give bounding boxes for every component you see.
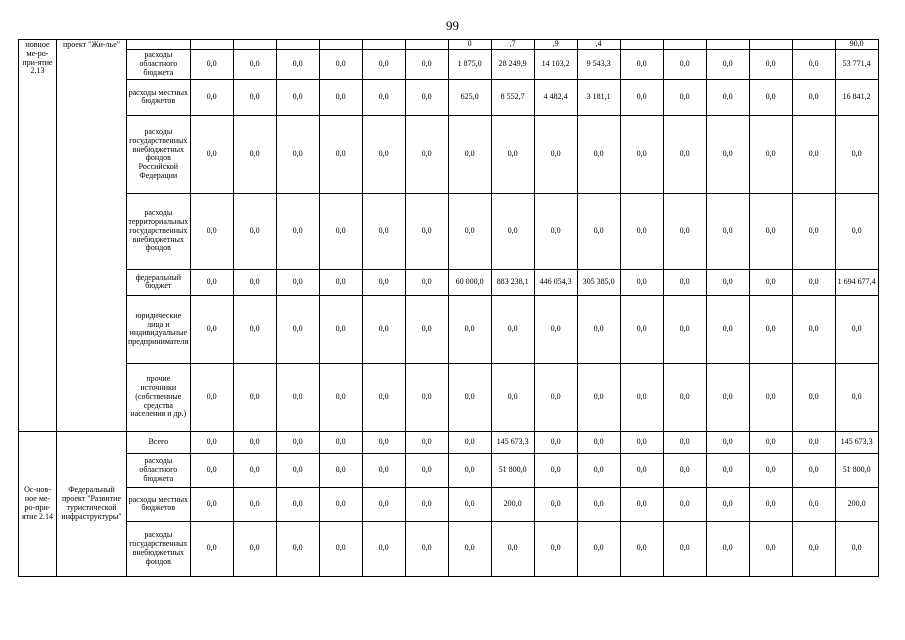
funding-source: юридические лица и индивидуальные предприниматели [127, 295, 191, 363]
table-cell: 0,0 [534, 193, 577, 269]
table-cell: 0,0 [749, 487, 792, 521]
table-cell: 0,0 [620, 79, 663, 115]
table-cell: 0,0 [663, 115, 706, 193]
table-cell: 0,0 [792, 521, 835, 576]
table-cell [319, 40, 362, 50]
table-cell: 0,0 [276, 295, 319, 363]
table-cell: 883 238,1 [491, 269, 534, 295]
table-cell: 0,0 [405, 79, 448, 115]
page-number: 99 [446, 18, 459, 33]
table-cell: 0,0 [663, 193, 706, 269]
table-cell: 0,0 [448, 193, 491, 269]
table-cell: 0,0 [362, 363, 405, 431]
table-cell: 0,0 [276, 521, 319, 576]
table-cell: 0,0 [577, 487, 620, 521]
table-cell: 0,0 [190, 521, 233, 576]
table-cell: 0,0 [491, 295, 534, 363]
table-cell: 0,0 [362, 453, 405, 487]
table-cell: 0,0 [276, 115, 319, 193]
table-row [19, 521, 879, 576]
table-cell: 0,0 [190, 79, 233, 115]
table-cell: 0,0 [448, 431, 491, 453]
table-cell: ,9 [534, 40, 577, 50]
table-cell: 16 841,2 [835, 79, 878, 115]
table-cell: 0,0 [792, 193, 835, 269]
table-cell: 0,0 [405, 363, 448, 431]
table-cell: 0,0 [233, 431, 276, 453]
table-cell: 0,0 [620, 193, 663, 269]
table-cell [663, 40, 706, 50]
table-cell [127, 40, 191, 50]
table-cell: 0,0 [190, 49, 233, 79]
table-cell: 14 103,2 [534, 49, 577, 79]
table-cell: 0,0 [319, 79, 362, 115]
table-row [19, 49, 879, 79]
table-cell: 0,0 [749, 521, 792, 576]
table-cell: 0,0 [663, 521, 706, 576]
table-cell: 0,0 [190, 363, 233, 431]
table-cell [706, 40, 749, 50]
table-cell: 0,0 [491, 115, 534, 193]
table-cell: 3 181,1 [577, 79, 620, 115]
table-cell: 1 694 677,4 [835, 269, 878, 295]
table-cell: 0,0 [835, 521, 878, 576]
table-cell: 8 552,7 [491, 79, 534, 115]
table-cell: 0,0 [448, 521, 491, 576]
table-cell: 0,0 [620, 363, 663, 431]
table-cell: 0,0 [233, 49, 276, 79]
funding-source: расходы областного бюджета [127, 49, 191, 79]
table-cell: 0,0 [792, 453, 835, 487]
table-cell: 0,0 [405, 193, 448, 269]
table-cell: 0,0 [749, 193, 792, 269]
table-cell [190, 40, 233, 50]
table-cell: 0,0 [792, 49, 835, 79]
table-cell: 0,0 [233, 363, 276, 431]
table-cell: 0,0 [362, 431, 405, 453]
table-cell: 0,0 [749, 363, 792, 431]
table-cell: 0,0 [620, 487, 663, 521]
table-cell: 0,0 [233, 453, 276, 487]
table-cell: 0,0 [319, 487, 362, 521]
table-cell: 0,0 [362, 269, 405, 295]
table-cell: 0,0 [792, 295, 835, 363]
table-cell: 0,0 [405, 49, 448, 79]
table-cell: 0,0 [706, 49, 749, 79]
table-cell: 145 673,3 [491, 431, 534, 453]
funding-source: расходы местных бюджетов [127, 79, 191, 115]
table-cell: 0,0 [276, 79, 319, 115]
table-cell: 0,0 [276, 193, 319, 269]
table-cell: 0,0 [319, 193, 362, 269]
table-cell [233, 40, 276, 50]
table-cell: 0,0 [663, 363, 706, 431]
table-cell: 0,0 [534, 521, 577, 576]
table-cell: 0,0 [749, 79, 792, 115]
table-cell: 0,0 [706, 193, 749, 269]
table-cell: 0,0 [319, 115, 362, 193]
table-cell: 0,0 [276, 49, 319, 79]
table-row [19, 193, 879, 269]
table-cell: 0,0 [706, 295, 749, 363]
table-cell: 0,0 [620, 269, 663, 295]
table-cell: 0,0 [190, 453, 233, 487]
table-cell: 0,0 [405, 487, 448, 521]
table-cell: 0,0 [190, 269, 233, 295]
table-cell: 0,0 [276, 431, 319, 453]
table-cell: 0,0 [448, 487, 491, 521]
table-cell: 0,0 [276, 269, 319, 295]
table-cell: 0,0 [319, 453, 362, 487]
table-cell: 0,0 [749, 115, 792, 193]
table-cell: 0,0 [835, 295, 878, 363]
table-cell: 0,0 [835, 193, 878, 269]
table-row [19, 431, 879, 453]
table-row [19, 453, 879, 487]
table-cell: 0,0 [319, 521, 362, 576]
table-cell: 0,0 [577, 453, 620, 487]
table-cell: 0,0 [534, 487, 577, 521]
table-cell: 0,0 [534, 115, 577, 193]
table-cell: 0,0 [276, 487, 319, 521]
table-cell: 0,0 [362, 487, 405, 521]
table-cell: 625,0 [448, 79, 491, 115]
table-cell: 0,0 [792, 79, 835, 115]
funding-source: расходы территориальных государственных внебюджетных фондов [127, 193, 191, 269]
table-cell: 0,0 [362, 295, 405, 363]
table-cell: 51 800,0 [491, 453, 534, 487]
table-cell: 0,0 [706, 487, 749, 521]
table-row [19, 269, 879, 295]
table-cell: 0,0 [405, 295, 448, 363]
table-cell: 51 800,0 [835, 453, 878, 487]
funding-source: федеральный бюджет [127, 269, 191, 295]
table-cell: 0,0 [190, 295, 233, 363]
table-cell: 28 249,9 [491, 49, 534, 79]
table-cell: 0,0 [620, 49, 663, 79]
table-cell [405, 40, 448, 50]
table-cell: 0,0 [663, 487, 706, 521]
table-cell: 0,0 [405, 115, 448, 193]
table-cell: 0,0 [233, 79, 276, 115]
table-cell: 0,0 [749, 269, 792, 295]
table-cell: 0,0 [233, 521, 276, 576]
table-cell: 0,0 [405, 269, 448, 295]
project-label: Федеральный проект "Развитие туристической инфраструктуры" [57, 431, 127, 576]
table-cell: 0,0 [792, 487, 835, 521]
funding-source: Всего [127, 431, 191, 453]
table-row [19, 79, 879, 115]
table-cell: ,4 [577, 40, 620, 50]
table-cell: 0,0 [362, 193, 405, 269]
table-cell: 0,0 [190, 487, 233, 521]
table-cell: 0,0 [663, 269, 706, 295]
funding-source: расходы областного бюджета [127, 453, 191, 487]
table-cell: 0,0 [706, 79, 749, 115]
table-cell: 0,0 [577, 115, 620, 193]
event-label: новное ме-ро-при-ятие 2.13 [19, 40, 57, 432]
table-cell: 305 385,0 [577, 269, 620, 295]
table-cell: 0,0 [706, 363, 749, 431]
table-cell: 0,0 [620, 431, 663, 453]
table-cell: 0,0 [362, 115, 405, 193]
table-cell: 0,0 [663, 431, 706, 453]
table-cell: 0,0 [749, 431, 792, 453]
table-cell: 0,0 [233, 193, 276, 269]
table-cell: 0,0 [534, 453, 577, 487]
table-cell: 0,0 [835, 363, 878, 431]
table-cell: 0,0 [663, 453, 706, 487]
table-cell: 0,0 [190, 431, 233, 453]
table-cell: 0,0 [190, 115, 233, 193]
table-cell: 53 771,4 [835, 49, 878, 79]
table-cell: 0,0 [577, 295, 620, 363]
table-cell: 0,0 [319, 431, 362, 453]
table-cell: 0,0 [362, 521, 405, 576]
table-cell: 0,0 [319, 269, 362, 295]
table-cell: 0,0 [405, 453, 448, 487]
table-cell: 0,0 [534, 363, 577, 431]
table-cell: 145 673,3 [835, 431, 878, 453]
table-cell: 0,0 [577, 363, 620, 431]
funding-source: расходы государственных внебюджетных фондов Российской Федерации [127, 115, 191, 193]
table-cell: ,7 [491, 40, 534, 50]
table-cell: 200,0 [491, 487, 534, 521]
table-cell: 0,0 [190, 193, 233, 269]
table-cell: 0,0 [534, 295, 577, 363]
table-cell: 200,0 [835, 487, 878, 521]
table-cell: 0,0 [792, 431, 835, 453]
table-cell: 0,0 [792, 115, 835, 193]
table-cell: 0,0 [663, 49, 706, 79]
table-row [19, 115, 879, 193]
table-cell: 0,0 [491, 521, 534, 576]
table-row [19, 487, 879, 521]
table-cell [362, 40, 405, 50]
table-cell: 0,0 [319, 363, 362, 431]
table-cell: 0,0 [663, 295, 706, 363]
table-cell [620, 40, 663, 50]
table-cell: 0,0 [706, 453, 749, 487]
table-cell: 0,0 [448, 453, 491, 487]
table-cell: 0,0 [276, 363, 319, 431]
table-cell: 0,0 [276, 453, 319, 487]
funding-source: расходы государственных внебюджетных фондов [127, 521, 191, 576]
table-cell: 0,0 [577, 431, 620, 453]
table-cell: 0,0 [620, 453, 663, 487]
funding-source: расходы местных бюджетов [127, 487, 191, 521]
table-cell: 0,0 [233, 487, 276, 521]
table-cell: 0,0 [620, 295, 663, 363]
table-cell: 0,0 [663, 79, 706, 115]
table-cell: 0,0 [706, 269, 749, 295]
table-cell: 0,0 [448, 115, 491, 193]
table-row [19, 295, 879, 363]
table-cell: 0,0 [749, 295, 792, 363]
table-cell: 0,0 [233, 115, 276, 193]
table-cell [792, 40, 835, 50]
table-cell: 0,0 [577, 193, 620, 269]
table-cell: 90,0 [835, 40, 878, 50]
table-cell: 0,0 [491, 363, 534, 431]
table-cell: 0,0 [448, 363, 491, 431]
funding-source: прочие источники (собственные средства населения и др.) [127, 363, 191, 431]
project-label: проект "Жи-лье" [57, 40, 127, 432]
table-row [19, 40, 879, 50]
table-cell: 60 000,0 [448, 269, 491, 295]
table-cell: 0,0 [706, 521, 749, 576]
table-cell: 0,0 [319, 295, 362, 363]
table-cell: 446 054,3 [534, 269, 577, 295]
table-cell: 0,0 [233, 269, 276, 295]
table-row [19, 363, 879, 431]
table-cell: 0,0 [706, 431, 749, 453]
table-cell: 0,0 [792, 363, 835, 431]
table-cell: 0,0 [362, 49, 405, 79]
table-cell: 0,0 [362, 79, 405, 115]
table-cell: 0,0 [706, 115, 749, 193]
table-cell: 0,0 [749, 453, 792, 487]
table-cell: 0 [448, 40, 491, 50]
table-cell [749, 40, 792, 50]
table-cell: 0,0 [448, 295, 491, 363]
table-cell: 4 482,4 [534, 79, 577, 115]
table-cell: 1 875,0 [448, 49, 491, 79]
table-cell: 0,0 [405, 521, 448, 576]
event-label: Ос-нов-ное ме-ро-при-ятие 2.14 [19, 431, 57, 576]
table-cell: 0,0 [233, 295, 276, 363]
table-cell: 0,0 [491, 193, 534, 269]
table-cell: 0,0 [577, 521, 620, 576]
table-cell [276, 40, 319, 50]
table-cell: 0,0 [620, 521, 663, 576]
budget-table [18, 39, 879, 577]
table-cell: 0,0 [319, 49, 362, 79]
table-cell: 0,0 [620, 115, 663, 193]
table-cell: 0,0 [835, 115, 878, 193]
table-cell: 0,0 [792, 269, 835, 295]
table-cell: 0,0 [405, 431, 448, 453]
table-cell: 0,0 [749, 49, 792, 79]
table-cell: 0,0 [534, 431, 577, 453]
table-cell: 9 543,3 [577, 49, 620, 79]
